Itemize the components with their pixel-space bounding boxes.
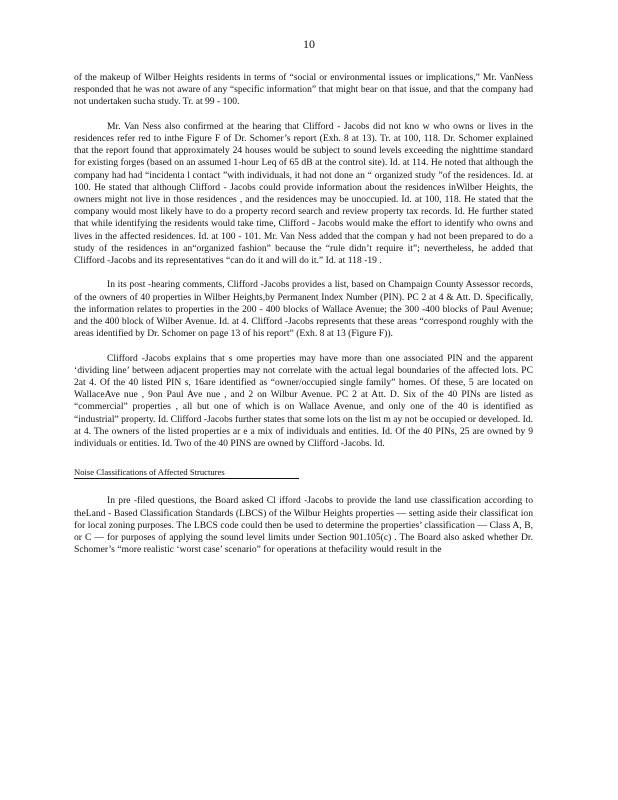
paragraph-3: In its post -hearing comments, Clifford -Jacobs provides a list, based on Champaign County Assessor records, of the owners of 40 properties in Wilber Heights,by Permanent Index Number (PIN). PC 2 at 4 & Att. D. Specifically, the information relates to properties in the 200 - 400 blocks of Wallace Avenue; the 300 -400 blocks of Paul Avenue; and the 400 block of Wilber Avenue. Id. at 4. Clifford -Jacobs represents that these areas “correspond roughly with the areas identified by Dr. Schomer on page 13 of his report” (Exh. 8 at 13 (Figure F)). (74, 279, 533, 340)
document-body (74, 72, 533, 569)
paragraph-1: of the makeup of Wilber Heights residents in terms of “social or environmental issues or implications,” Mr. VanNess responded that he was not aware of any “specific information” that might bear on that issue, and that the company had not undertaken sucha study. Tr. at 99 - 100. (74, 72, 533, 108)
paragraph-4: Clifford -Jacobs explains that s ome properties may have more than one associated PIN and the apparent ‘dividing line’ between adjacent properties may not correlate with the actual legal boundaries of the affected lots. PC 2at 4. Of the 40 listed PIN s, 16are identified as “owner/occupied single family” homes. Of these, 5 are located on WallaceAve nue , 9on Paul Ave nue , and 2 on Wilbur Avenue. PC 2 at Att. D. Six of the 40 PINs are listed as “commercial” properties , all but one of which is on Wallace Avenue, and only one of the 40 is identified as “industrial” property. Id. Clifford -Jacobs further states that some lots on the list m ay not be occupied or developed. Id. at 4. The owners of the listed properties ar e a mix of individuals and entities. Id. Of the 40 PINs, 25 are owned by 9 individuals or entities. Id. Two of the 40 PINS are owned by Clifford -Jacobs. Id. (74, 352, 533, 450)
page-number: 10 (303, 37, 315, 51)
paragraph-5: In pre -filed questions, the Board asked Cl ifford -Jacobs to provide the land use classification according to theLand - Based Classification Standards (LBCS) of the Wilbur Heights properties — setting aside their classificat ion for local zoning purposes. The LBCS code could then be used to determine the properties’ classification — Class A, B, or C — for purposes of applying the sound level limits under Section 901.105(c) . The Board also asked whether Dr. Schomer’s “more realistic ‘worst case’ scenario” for operations at thefacility would result in the (74, 495, 533, 556)
paragraph-2: Mr. Van Ness also confirmed at the hearing that Clifford - Jacobs did not kno w who owns or lives in the residences refer red to inthe Figure F of Dr. Schomer’s report (Exh. 8 at 13). Tr. at 100, 118. Dr. Schomer explained that the report found that approximately 24 houses would be subject to sound levels exceeding the nighttime standard for existing forges (based on an assumed 1-hour Leq of 65 dB at the control site). Id. at 114. He noted that although the company had had “incidenta l contact ”with individuals, it had not done an “ organized study ”of the residences. Id. at 100. He stated that although Clifford - Jacobs could provide information about the residences inWilber Heights, the owners might not live in those residences , and the residences may be unoccupied. Id. at 100, 118. He stated that the company would most likely have to do a property record search and review property tax records. Id. He further stated that while identifying the residents would take time, Clifford - Jacobs would make the effort to identify who owns and lives in the affected residences. Id. at 100 - 101. Mr. Van Ness added that the compan y had not been prepared to do a study of the residences in an“organized fashion” because the “rule didn’t require it”; nevertheless, he added that Clifford -Jacobs and its representatives “can do it and will do it.” Id. at 118 -19 . (74, 120, 533, 267)
section-heading: Noise Classifications of Affected Structures (74, 466, 299, 479)
